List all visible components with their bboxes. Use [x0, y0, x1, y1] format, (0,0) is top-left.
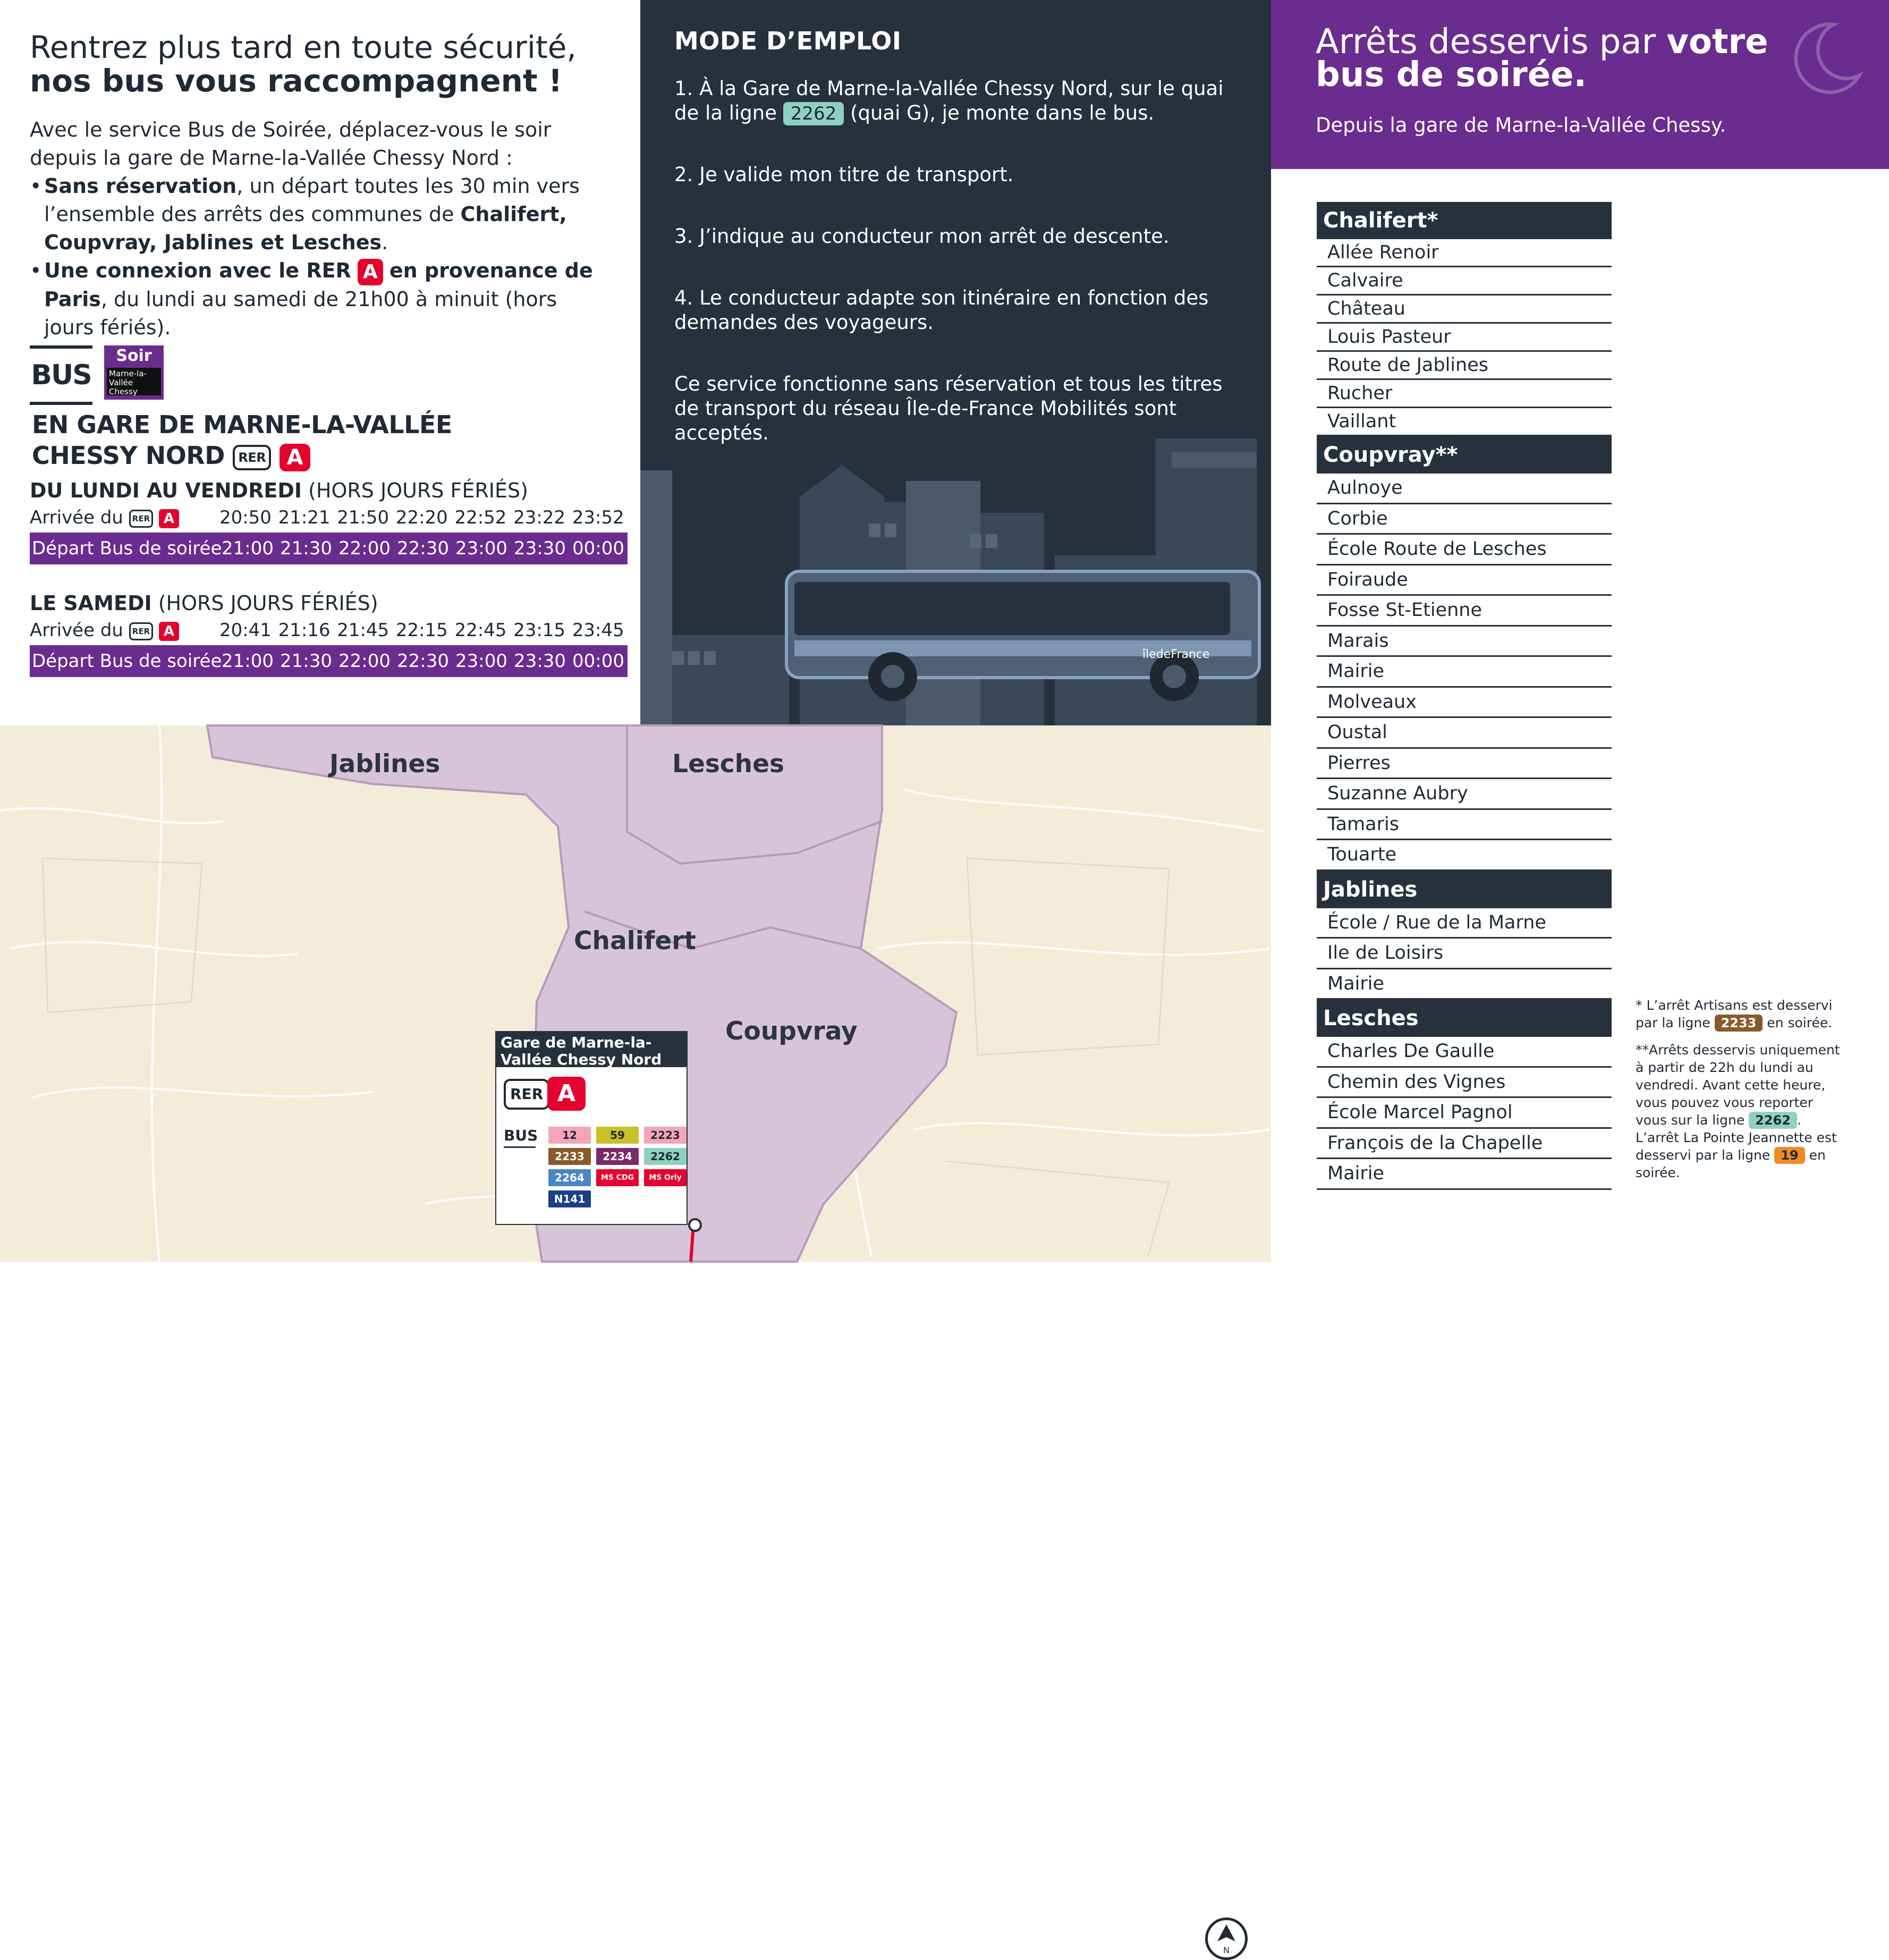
bus-line-badge: MS Orly — [644, 1169, 687, 1186]
saturday-heading-bold: LE SAMEDI — [30, 592, 152, 615]
bus-brand-label: îledeFrance — [1142, 648, 1210, 661]
bus-line-badge: 2234 — [596, 1148, 639, 1165]
commune-header: Lesches — [1317, 1000, 1612, 1037]
bus-icon: BUS — [504, 1127, 536, 1148]
stops-subtitle: Depuis la gare de Marne-la-Vallée Chessy. — [1316, 114, 1726, 137]
arrival-time: 21:50 — [337, 507, 389, 528]
mode-step-2: 2. Je valide mon titre de transport. — [674, 163, 1014, 186]
rer-icon: RER — [504, 1079, 549, 1110]
fn1-text: * L’arrêt Artisans est desservi par la ligne — [1636, 998, 1833, 1030]
departure-time: 22:00 — [338, 538, 391, 559]
bus-line-badge: 2233 — [548, 1148, 591, 1165]
stops-list — [1317, 202, 1612, 1190]
city-bus-illustration — [640, 438, 1271, 725]
bullet1-communes: Chalifert, Coupvray, Jablines et Lesches — [44, 202, 567, 254]
rer-a-icon: A — [358, 259, 383, 285]
arrival-label-text: Arrivée du — [30, 507, 123, 528]
departure-time: 23:00 — [455, 538, 507, 559]
arrival-time: 21:21 — [278, 507, 331, 528]
arrival-time: 22:52 — [454, 507, 507, 528]
stop-item: Fosse St-Etienne — [1317, 596, 1612, 627]
stop-item: Corbie — [1317, 504, 1612, 535]
soir-badge — [104, 345, 164, 400]
intro-title — [30, 31, 611, 98]
stop-item: Mairie — [1317, 657, 1612, 688]
mode-note: Ce service fonctionne sans réservation et tous les titres de transport du réseau Île-de-France Mobilités sont acceptés. — [674, 373, 1223, 444]
arrival-time: 23:45 — [572, 620, 624, 641]
mode-step-1 — [674, 77, 1239, 125]
stops-header — [1271, 0, 1889, 169]
footnote-2 — [1636, 1041, 1848, 1181]
arrival-time: 23:15 — [513, 620, 566, 641]
commune-header: Jablines — [1317, 871, 1612, 908]
fn2-text: **Arrêts desservis uniquement à partir de 22h du lundi au vendredi. Avant cette heure, vous pouvez vous reporter vous sur la ligne — [1636, 1042, 1840, 1128]
moon-icon — [1783, 16, 1868, 101]
departure-time: 23:30 — [514, 538, 566, 559]
bullet2-bold2: en provenance de Paris — [44, 259, 593, 311]
line-a-icon: A — [159, 509, 179, 528]
stop-item: François de la Chapelle — [1317, 1129, 1612, 1160]
gare-box-title: Gare de Marne-la-Vallée Chessy Nord — [496, 1032, 687, 1067]
stop-item: École Route de Lesches — [1317, 535, 1612, 565]
bus-line-badge: 2262 — [644, 1148, 687, 1165]
line-2262-badge: 2262 — [783, 102, 844, 125]
line-2262-badge: 2262 — [1749, 1112, 1797, 1129]
stop-item: Mairie — [1317, 1159, 1612, 1190]
stop-item: Tamaris — [1317, 810, 1612, 841]
footnote-1 — [1636, 996, 1848, 1032]
bus-line-badge: 12 — [548, 1127, 591, 1144]
intro-section — [0, 0, 640, 725]
mode-step-3: 3. J’indique au conducteur mon arrêt de descente. — [674, 225, 1170, 248]
stop-item: Allée Renoir — [1317, 239, 1612, 267]
town-label-jablines: Jablines — [329, 749, 441, 779]
intro-bullets — [30, 172, 611, 342]
arrival-time: 22:15 — [395, 620, 448, 641]
gare-title-line2: CHESSY NORD — [32, 441, 225, 470]
commune-lesches — [1317, 1000, 1612, 1190]
bus-logo-icon: BUS — [30, 345, 92, 405]
line-2233-badge: 2233 — [1715, 1015, 1763, 1032]
saturday-heading-rest: (HORS JOURS FÉRIÉS) — [151, 592, 378, 615]
rer-icon: RER — [233, 445, 271, 470]
bullet2-bold: Une connexion avec le RER — [44, 259, 351, 282]
bus-line-badge: N141 — [548, 1190, 591, 1207]
stop-item: Mairie — [1317, 969, 1612, 1000]
departure-time: 23:30 — [514, 650, 566, 672]
bullet1-text: , un départ toutes les 30 min vers l’ensemble des arrêts des communes de — [44, 174, 580, 226]
bus-line-badge: 59 — [596, 1127, 639, 1144]
step1-text: 1. À la Gare de Marne-la-Vallée Chessy Nord, sur le quai de la ligne — [674, 77, 1224, 124]
north-arrow-icon — [1205, 1917, 1248, 1960]
mode-emploi-section — [640, 0, 1271, 725]
bus-soir-logo — [30, 345, 152, 405]
stop-item: École / Rue de la Marne — [1317, 908, 1612, 939]
saturday-departures-row — [30, 645, 628, 677]
north-label: N — [1223, 1945, 1230, 1955]
arrival-time: 23:22 — [513, 507, 566, 528]
soir-sub-label: Marne-la-Vallée Chessy — [107, 368, 161, 395]
gare-title-line1: EN GARE DE MARNE-LA-VALLÉE — [32, 410, 452, 439]
mode-title: MODE D’EMPLOI — [674, 27, 902, 55]
bullet2-text: , du lundi au samedi de 21h00 à minuit (hors jours fériés). — [44, 287, 557, 339]
stop-item: Aulnoye — [1317, 474, 1612, 504]
arrival-time: 21:16 — [278, 620, 331, 641]
intro-title-line2: nos bus vous raccompagnent ! — [30, 63, 563, 99]
stop-item: Vaillant — [1317, 408, 1612, 436]
intro-bullet-2 — [30, 257, 611, 342]
commune-coupvray — [1317, 436, 1612, 871]
commune-header: Chalifert* — [1317, 202, 1612, 239]
arrival-label — [30, 507, 216, 528]
saturday-arrivals-row — [30, 615, 628, 645]
weekday-departures-row — [30, 533, 628, 564]
arrival-time: 22:45 — [454, 620, 507, 641]
line-a-icon: A — [279, 444, 310, 471]
rer-icon: RER — [129, 510, 153, 528]
commune-header: Coupvray** — [1317, 436, 1612, 474]
weekday-heading — [30, 478, 628, 503]
line-a-icon: A — [159, 622, 179, 641]
weekday-heading-rest: (HORS JOURS FÉRIÉS) — [302, 479, 528, 502]
fn2-end: en soirée. — [1636, 1147, 1826, 1180]
departure-time: 00:00 — [572, 650, 624, 672]
weekday-schedule — [30, 478, 628, 564]
departure-time: 21:30 — [280, 650, 332, 672]
stop-item: Touarte — [1317, 840, 1612, 871]
intro-text: Avec le service Bus de Soirée, déplacez-vous le soir depuis la gare de Marne-la-Vallée Chessy Nord : — [30, 118, 552, 170]
stop-item: Rucher — [1317, 380, 1612, 408]
town-label-lesches: Lesches — [672, 749, 784, 779]
departure-time: 21:30 — [280, 538, 332, 559]
soir-label: Soir — [116, 347, 152, 365]
bus-line-badge: 2223 — [644, 1127, 687, 1144]
fn1-end: en soirée. — [1763, 1015, 1833, 1030]
commune-jablines — [1317, 871, 1612, 1000]
weekday-heading-bold: DU LUNDI AU VENDREDI — [30, 479, 302, 502]
bus-lines-grid — [548, 1127, 687, 1207]
stop-item: Charles De Gaulle — [1317, 1037, 1612, 1068]
town-label-chalifert: Chalifert — [574, 926, 696, 956]
stop-item: Marais — [1317, 627, 1612, 657]
departure-time: 21:00 — [222, 650, 274, 672]
stop-item: Calvaire — [1317, 267, 1612, 295]
departure-time: 22:30 — [397, 538, 449, 559]
bus-line-badge: MS CDG — [596, 1169, 639, 1186]
commune-chalifert — [1317, 202, 1612, 436]
town-label-coupvray: Coupvray — [725, 1017, 858, 1046]
departure-label: Départ Bus de soirée — [32, 650, 222, 672]
bullet1-bold: Sans réservation — [44, 174, 237, 198]
stops-title — [1316, 22, 1844, 95]
arrival-time: 20:50 — [219, 507, 272, 528]
arrival-time: 21:45 — [337, 620, 389, 641]
line-19-badge: 19 — [1774, 1147, 1805, 1164]
departure-label: Départ Bus de soirée — [32, 538, 222, 559]
stops-title-light: Arrêts desservis par — [1316, 22, 1667, 62]
saturday-schedule — [30, 591, 628, 677]
footnotes — [1636, 996, 1848, 1191]
stop-item: Chemin des Vignes — [1317, 1068, 1612, 1099]
stop-item: Château — [1317, 295, 1612, 324]
departure-time: 22:00 — [338, 650, 391, 672]
step1-text-end: (quai G), je monte dans le bus. — [844, 102, 1155, 124]
stop-item: Oustal — [1317, 718, 1612, 749]
stop-item: Foiraude — [1317, 565, 1612, 596]
gare-info-box — [495, 1031, 688, 1225]
stop-item: École Marcel Pagnol — [1317, 1098, 1612, 1129]
stop-item: Suzanne Aubry — [1317, 779, 1612, 810]
departure-time: 23:00 — [455, 650, 507, 672]
departure-time: 22:30 — [397, 650, 449, 672]
stop-item: Ile de Loisirs — [1317, 939, 1612, 969]
intro-title-line1: Rentrez plus tard en toute sécurité, — [30, 29, 577, 65]
stop-item: Pierres — [1317, 749, 1612, 780]
arrival-time: 22:20 — [395, 507, 448, 528]
saturday-heading — [30, 591, 628, 615]
bus-line-badge: 2264 — [548, 1169, 591, 1186]
arrival-label — [30, 620, 216, 641]
stop-item: Route de Jablines — [1317, 352, 1612, 380]
stop-item: Molveaux — [1317, 688, 1612, 719]
arrival-label-text: Arrivée du — [30, 620, 123, 641]
rer-icon: RER — [129, 622, 153, 640]
arrival-time: 20:41 — [219, 620, 272, 641]
gare-title — [32, 409, 452, 471]
weekday-arrivals-row — [30, 503, 628, 533]
departure-time: 00:00 — [572, 538, 624, 559]
bullet1-end: . — [382, 231, 388, 254]
arrival-time: 23:52 — [572, 507, 624, 528]
stop-item: Louis Pasteur — [1317, 324, 1612, 352]
intro-bullet-1 — [30, 172, 611, 257]
stops-title-bold: votre bus de soirée. — [1316, 22, 1768, 95]
line-a-icon: A — [547, 1077, 586, 1111]
departure-time: 21:00 — [222, 538, 274, 559]
mode-step-4: 4. Le conducteur adapte son itinéraire en fonction des demandes des voyageurs. — [674, 286, 1209, 334]
fn2-middle: . L’arrêt La Pointe Jeannette est desservi par la ligne — [1636, 1112, 1837, 1163]
